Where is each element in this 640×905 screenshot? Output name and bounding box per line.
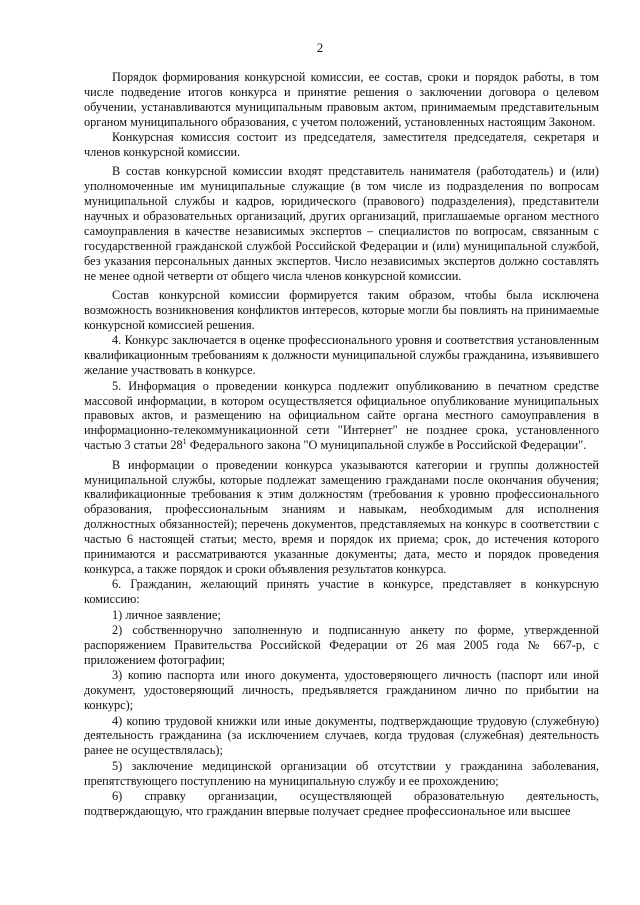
paragraph-commission-procedure: Порядок формирования конкурсной комиссии, ее состав, сроки и порядок работы, в том числе подведение итогов конкурса и принятие решения о заключении договора о целевом обучении, устанавливаются муниципальным правовым актом, принимаемым представительным органом муниципального образования, с учетом положений, установленных настоящим Законом. [84,70,599,129]
paragraph-item-5-text: 5. Информация о проведении конкурса подлежит опубликованию в печатном средстве массовой информации, в котором осуществляется официальное опубликование муниципальных правовых актов, и размещению на официальном сайте органа местного самоуправления в информационно-телекоммуникационной сети "Интернет" не позднее срока, установленного частью 3 статьи 28 [84,378,599,453]
list-item-4: 4) копию трудовой книжки или иные документы, подтверждающие трудовую (служебную) деятельность гражданина (за исключением случаев, когда трудовая (служебная) деятельность ранее не осуществлялась); [84,713,599,758]
paragraph-conflict-of-interest: Состав конкурсной комиссии формируется таким образом, чтобы была исключена возможность возникновения конфликтов интересов, которые могли бы повлиять на принимаемые конкурсной комиссией решения. [84,288,599,332]
paragraph-commission-composition: Конкурсная комиссия состоит из председателя, заместителя председателя, секретаря и членов конкурсной комиссии. [84,130,599,160]
document-body [84,70,599,819]
paragraph-item-6: 6. Гражданин, желающий принять участие в конкурсе, представляет в конкурсную комиссию: [84,577,599,607]
paragraph-item-5 [84,379,599,454]
paragraph-contest-info: В информации о проведении конкурса указываются категории и группы должностей муниципальной службы, которые подлежат замещению гражданами после окончания обучения; квалификационные требования к этим должностям (требования к уровню профессионального образования, профессиональным знаниям и навыкам, необходимым для исполнения должностных обязанностей); перечень документов, представляемых на конкурс в соответствии с частью 6 настоящей статьи; место, время и порядок их приема; срок, до истечения которого принимаются и рассматриваются указанные документы; дата, место и порядок проведения конкурса, а также порядок и сроки объявления результатов конкурса. [84,457,599,576]
article-superscript: 1 [182,437,187,447]
list-item-6: 6) справку организации, осуществляющей образовательную деятельность, подтверждающую, что гражданин впервые получает среднее профессиональное или высшее [84,789,599,818]
list-item-1: 1) личное заявление; [112,607,221,622]
list-item-5: 5) заключение медицинской организации об отсутствии у гражданина заболевания, препятствующего поступлению на муниципальную службу и ее прохождению; [84,758,599,788]
list-item-2: 2) собственноручно заполненную и подписанную анкету по форме, утвержденной распоряжением Правительства Российской Федерации от 26 мая 2005 года № 667-р, с приложением фотографии; [84,623,599,667]
paragraph-item-5-text-end: Федерального закона "О муниципальной службе в Российской Федерации". [186,438,587,453]
paragraph-commission-members: В состав конкурсной комиссии входят представитель нанимателя (работодатель) и (или) уполномоченные им муниципальные служащие (в том числе из подразделения по вопросам муниципальной службы и кадров, юридического (правового) подразделения), представители научных и образовательных организаций, других организаций, приглашаемые органом местного самоуправления в качестве независимых экспертов – специалистов по вопросам, связанным с государственной гражданской службой Российской Федерации и (или) муниципальной службой, без указания персональных данных экспертов. Число независимых экспертов должно составлять не менее одной четверти от общего числа членов конкурсной комиссии. [84,164,599,283]
list-item-3: 3) копию паспорта или иного документа, удостоверяющего личность (паспорт или иной документ, удостоверяющий личность, предъявляется гражданином лично по прибытии на конкурс); [84,668,599,713]
paragraph-item-4: 4. Конкурс заключается в оценке профессионального уровня и соответствия установленным квалификационным требованиям к должности муниципальной службы гражданина, изъявившего желание участвовать в конкурсе. [84,333,599,378]
page-number: 2 [316,40,324,55]
